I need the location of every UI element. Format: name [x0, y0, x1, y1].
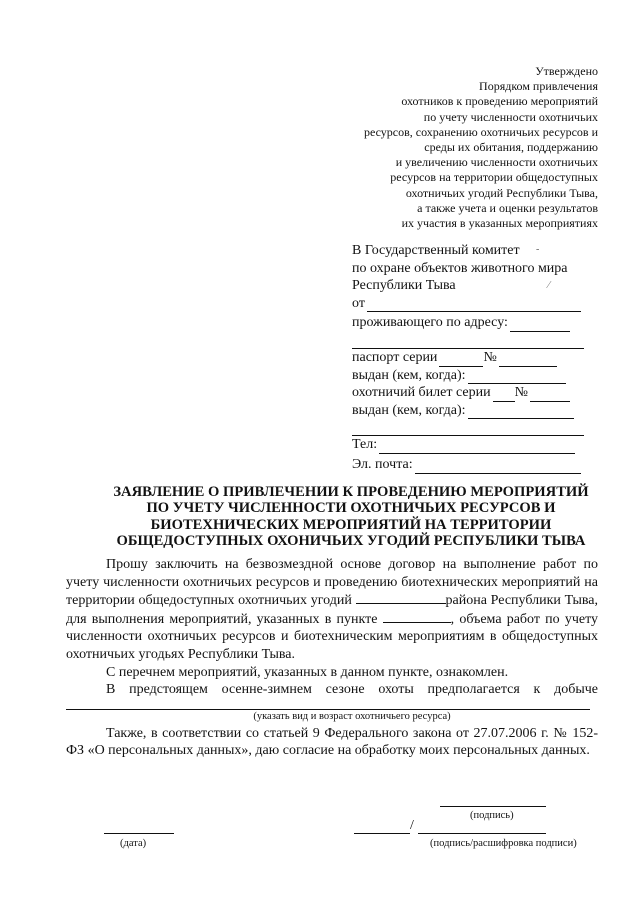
issued-label: выдан (кем, когда):: [352, 367, 466, 383]
approval-line: их участия в указанных мероприятиях: [401, 216, 598, 231]
acknowledgement-paragraph: С перечнем мероприятий, указанных в данном пункте, ознакомлен.: [106, 664, 509, 680]
ticket-issued-field[interactable]: [468, 405, 574, 419]
approval-line: по учету численности охотничьих: [423, 109, 598, 124]
title-line: БИОТЕХНИЧЕСКИХ МЕРОПРИЯТИЙ НА ТЕРРИТОРИИ: [150, 516, 552, 533]
approval-line: Порядком привлечения: [479, 79, 598, 94]
request-text-3: , объема работ по учету численности охотничьих ресурсов и биотехническим мероприятиям в общедоступных охотничьих угодьях Республики Тыва.: [66, 611, 599, 662]
hunting-ticket-label: охотничий билет серии: [352, 385, 491, 401]
signature-line[interactable]: [440, 805, 546, 807]
request-text-2: района Республики Тыва, для выполнения мероприятий, указанных в пункте: [66, 593, 598, 627]
approval-line: охотничьих угодий Республики Тыва,: [405, 185, 598, 200]
issued-label-2: выдан (кем, когда):: [352, 402, 466, 418]
hunting-ticket-number-field[interactable]: [530, 388, 570, 402]
addressee-block: [352, 242, 592, 474]
harvest-hint: (указать вид и возраст охотничьего ресурса): [253, 710, 451, 722]
phone-row: [352, 436, 592, 454]
approval-line: а также учета и оценки результатов: [417, 200, 598, 215]
approval-line: Утверждено: [535, 64, 598, 78]
passport-series-field[interactable]: [439, 353, 483, 367]
ticket-issued-row: [352, 402, 592, 420]
document-body: [66, 556, 598, 760]
email-row: [352, 456, 592, 474]
passport-row: [352, 349, 592, 367]
address-field-continuation[interactable]: [352, 332, 584, 349]
from-label: от: [352, 295, 365, 311]
date-caption: (дата): [120, 838, 147, 849]
scan-mark: ⁄: [548, 280, 550, 291]
passport-label: паспорт серии: [352, 349, 438, 365]
approval-line: ресурсов на территории общедоступных: [390, 170, 598, 185]
phone-label: Тел:: [352, 437, 378, 453]
document-title: [96, 484, 606, 550]
passport-issued-row: [352, 367, 592, 385]
consent-paragraph: Также, в соответствии со статьей 9 Федерального закона от 27.07.2006 г. № 152-ФЗ «О персональных данных», даю согласие на обработку моих персональных данных.: [66, 725, 598, 759]
recipient-line-1: В Государственный комитет: [352, 243, 520, 258]
signature-decoding-caption: (подпись/расшифровка подписи): [430, 838, 577, 849]
from-field[interactable]: [367, 298, 581, 312]
recipient-line-2: по охране объектов животного мира: [352, 260, 568, 276]
title-line: ОБЩЕДОСТУПНЫХ ОХОНИЧЬИХ УГОДИЙ РЕСПУБЛИКИ ТЫВА: [116, 533, 586, 550]
passport-issued-field[interactable]: [468, 370, 566, 384]
signature-short-line[interactable]: [354, 832, 410, 834]
date-line[interactable]: [104, 832, 174, 834]
clause-field[interactable]: [383, 610, 451, 623]
approval-stamp-block: [298, 64, 598, 231]
request-paragraph: [66, 556, 598, 664]
approval-line: и увеличению численности охотничьих: [395, 155, 598, 170]
phone-field[interactable]: [379, 440, 575, 454]
title-line: ЗАЯВЛЕНИЕ О ПРИВЛЕЧЕНИИ К ПРОВЕДЕНИЮ МЕРОПРИЯТИЙ: [113, 484, 589, 500]
approval-line: ресурсов, сохранению охотничьих ресурсов и: [363, 124, 598, 139]
email-field[interactable]: [415, 460, 581, 474]
request-text-1: Прошу заключить на безвозмездной основе договор на выполнение работ по учету численности охотничьих ресурсов и проведению биотехнических мероприятий на территории общедоступных охотничьих угодий: [66, 557, 598, 609]
from-row: [352, 295, 592, 313]
address-label: проживающего по адресу:: [352, 315, 508, 331]
harvest-paragraph: В предстоящем осенне-зимнем сезоне охоты предполагается к добыче: [106, 682, 598, 698]
signature-decoding-line[interactable]: [418, 832, 546, 834]
ticket-issued-continuation[interactable]: [352, 419, 584, 436]
signature-caption: (подпись): [470, 810, 514, 821]
scan-mark: -: [536, 244, 540, 255]
approval-line: среды их обитания, поддержанию: [424, 140, 598, 155]
title-line: ПО УЧЕТУ ЧИСЛЕННОСТИ ОХОТНИЧЬИХ РЕСУРСОВ И: [146, 500, 556, 517]
district-field[interactable]: [356, 591, 446, 604]
address-field[interactable]: [510, 318, 570, 332]
harvest-species-field[interactable]: [66, 701, 590, 710]
hunting-ticket-series-field[interactable]: [493, 388, 515, 402]
slash-separator: /: [410, 818, 414, 833]
recipient-line-3: Республики Тыва: [352, 278, 456, 294]
hunting-ticket-row: [352, 384, 592, 402]
passport-number-field[interactable]: [499, 353, 557, 367]
approval-line: охотников к проведению мероприятий: [401, 94, 598, 109]
address-row: [352, 314, 592, 332]
number-sign: №: [514, 385, 528, 401]
email-label: Эл. почта:: [352, 456, 413, 472]
number-sign: №: [483, 349, 497, 365]
